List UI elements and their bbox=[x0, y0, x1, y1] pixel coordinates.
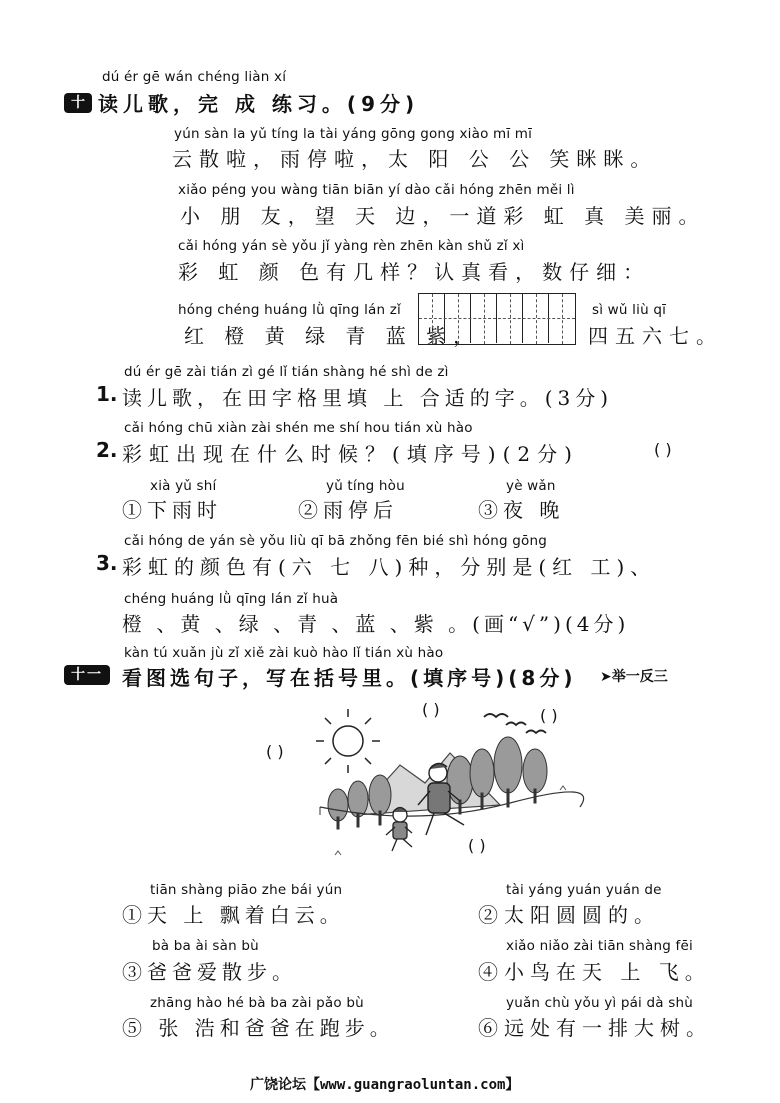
q3-line2: 橙 、黄 、绿 、青 、蓝 、紫 。(画“√”)(4分) bbox=[122, 612, 630, 636]
sentence-5-pinyin: zhāng hào hé bà ba zài pǎo bù bbox=[150, 995, 364, 1011]
poem-line-1: 云散啦，雨停啦，太 阳 公 公 笑眯眯。 bbox=[172, 147, 658, 171]
q2-option-2[interactable]: ②雨停后 bbox=[298, 498, 398, 522]
sentence-1: ①天 上 飘着白云。 bbox=[122, 903, 345, 927]
q2-option-3[interactable]: ③夜 晚 bbox=[478, 498, 565, 522]
sentence-6: ⑥远处有一排大树。 bbox=[478, 1016, 712, 1040]
section-title-pinyin: dú ér gē wán chéng liàn xí bbox=[102, 69, 287, 85]
q1-number: 1. bbox=[96, 382, 118, 406]
section-number-badge-11: 十一 bbox=[64, 665, 110, 685]
section-number-badge: 十 bbox=[64, 93, 92, 113]
q3-text: 彩虹的颜色有(六 七 八)种，分别是(红 工)、 bbox=[122, 555, 657, 579]
picture-blank-people[interactable]: ( ) bbox=[468, 836, 486, 855]
poem-line-3-pinyin: cǎi hóng yán sè yǒu jǐ yàng rèn zhēn kàn shǔ zǐ xì bbox=[178, 238, 525, 254]
q2-option-1[interactable]: ①下雨时 bbox=[122, 498, 222, 522]
sentence-3-pinyin: bà ba ài sàn bù bbox=[152, 938, 259, 954]
picture-blank-mountain[interactable]: ( ) bbox=[422, 700, 440, 719]
section-title: 读儿歌，完 成 练习。(9分) bbox=[98, 92, 420, 116]
footer-watermark: 广饶论坛【www.guangraoluntan.com】 bbox=[250, 1077, 520, 1093]
picture-blank-birds[interactable]: ( ) bbox=[540, 706, 558, 725]
tianzige-grid[interactable] bbox=[418, 293, 576, 345]
poem-line-4-pinyin: hóng chéng huáng lǜ qīng lán zǐ bbox=[178, 302, 401, 318]
sentence-4-pinyin: xiǎo niǎo zài tiān shàng fēi bbox=[506, 938, 693, 954]
q2-option-1-pinyin: xià yǔ shí bbox=[150, 478, 217, 494]
sentence-6-pinyin: yuǎn chù yǒu yì pái dà shù bbox=[506, 995, 693, 1011]
sentence-1-pinyin: tiān shàng piāo zhe bái yún bbox=[150, 882, 343, 898]
sentence-5: ⑤ 张 浩和爸爸在跑步。 bbox=[122, 1016, 395, 1040]
poem-line-4: 红 橙 黄 绿 青 蓝 紫， bbox=[184, 324, 481, 348]
poem-line-2-pinyin: xiǎo péng you wàng tiān biān yí dào cǎi hóng zhēn měi lì bbox=[178, 182, 575, 198]
q2-answer-blank[interactable]: ( ) bbox=[654, 440, 672, 459]
picture-blank-sun[interactable]: ( ) bbox=[266, 742, 284, 761]
sentence-2-pinyin: tài yáng yuán yuán de bbox=[506, 882, 662, 898]
poem-line-4-right-pinyin: sì wǔ liù qī bbox=[592, 302, 667, 318]
sentence-3: ③爸爸爱散步。 bbox=[122, 960, 297, 984]
bird-icon bbox=[484, 714, 546, 733]
boy-figure-icon bbox=[386, 808, 412, 852]
q2-option-3-pinyin: yè wǎn bbox=[506, 478, 556, 494]
section11-title-pinyin: kàn tú xuǎn jù zǐ xiě zài kuò hào lǐ tián xù hào bbox=[124, 645, 444, 661]
q2-number: 2. bbox=[96, 438, 118, 462]
q2-text: 彩虹出现在什么时候？(填序号)(2分) bbox=[122, 442, 579, 466]
poem-line-2: 小 朋 友，望 天 边，一道彩 虹 真 美丽。 bbox=[180, 204, 706, 228]
poem-line-1-pinyin: yún sàn la yǔ tíng la tài yáng gōng gong xiào mī mī bbox=[174, 126, 533, 142]
q2-option-2-pinyin: yǔ tíng hòu bbox=[326, 478, 405, 494]
poem-line-3: 彩 虹 颜 色有几样？认真看，数仔细： bbox=[178, 260, 651, 284]
sentence-4: ④小鸟在天 上 飞。 bbox=[478, 960, 711, 984]
q3-pinyin: cǎi hóng de yán sè yǒu liù qī bā zhǒng fēn bié shì hóng gōng bbox=[124, 533, 548, 549]
section11-tag: ➤举一反三 bbox=[600, 669, 668, 685]
section11-title: 看图选句子，写在括号里。(填序号)(8分) bbox=[122, 666, 577, 690]
q2-pinyin: cǎi hóng chū xiàn zài shén me shí hou tián xù hào bbox=[124, 420, 473, 436]
q1-pinyin: dú ér gē zài tián zì gé lǐ tián shàng hé shì de zì bbox=[124, 364, 449, 380]
poem-line-4-right: 四五六七。 bbox=[588, 324, 723, 348]
q1-text: 读儿歌，在田字格里填 上 合适的字。(3分) bbox=[122, 386, 614, 410]
q3-line2-pinyin: chéng huáng lǜ qīng lán zǐ huà bbox=[124, 591, 339, 607]
sun-icon bbox=[316, 709, 380, 773]
sentence-2: ②太阳圆圆的。 bbox=[478, 903, 660, 927]
q3-number: 3. bbox=[96, 551, 118, 575]
